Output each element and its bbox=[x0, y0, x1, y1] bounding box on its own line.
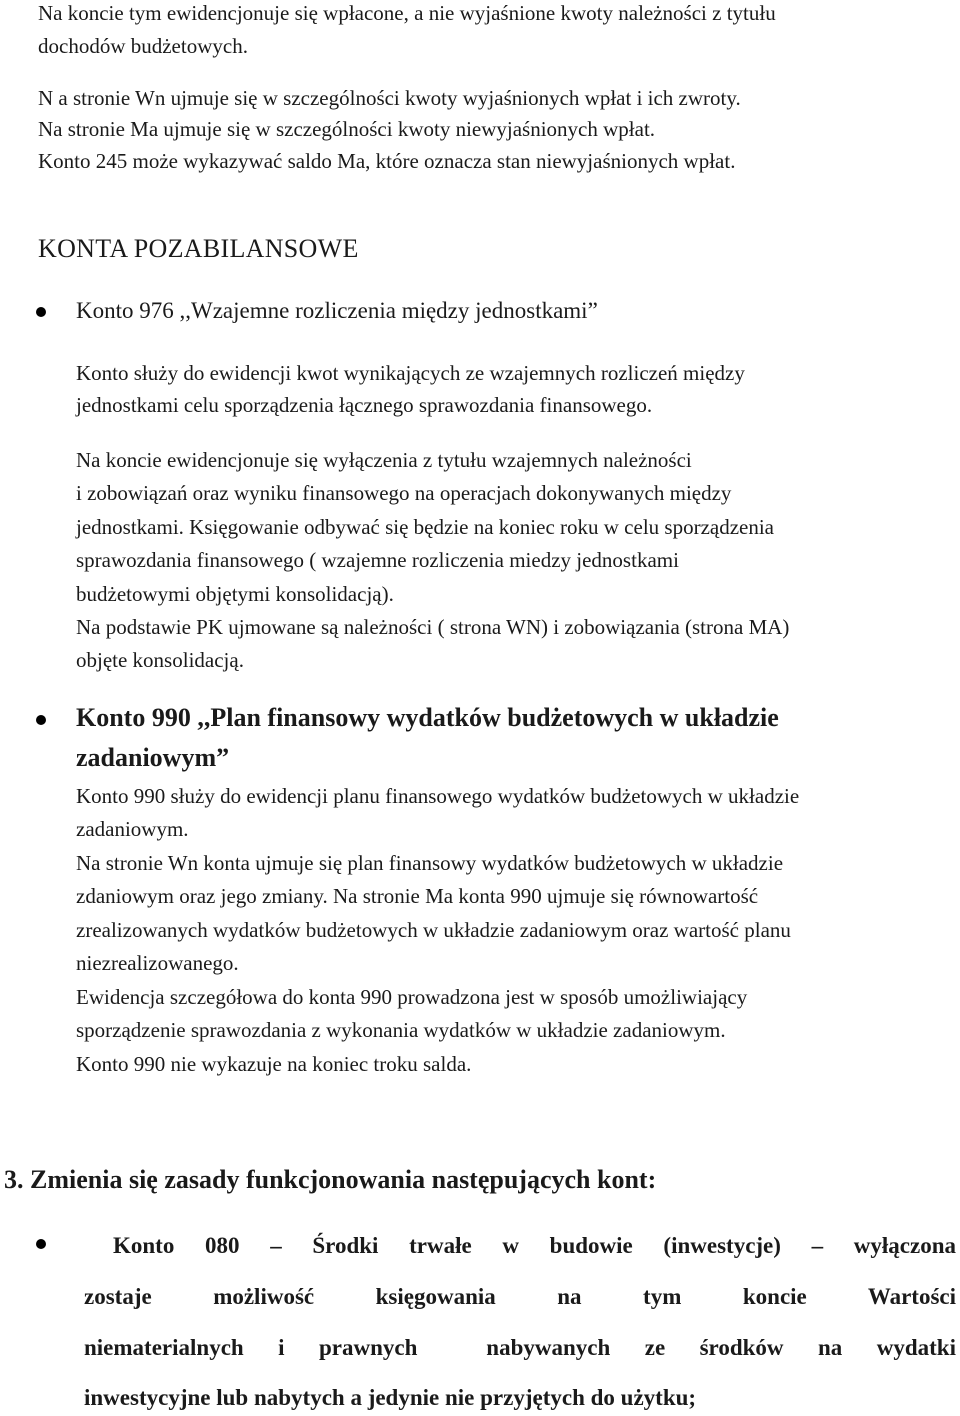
bullet-konto-976 bbox=[36, 307, 46, 317]
konto-990-line-7: Ewidencja szczegółowa do konta 990 prowadzona jest w sposób umożliwiający bbox=[76, 985, 748, 1009]
intro-line-1: Na koncie tym ewidencjonuje się wpłacone, a nie wyjaśnione kwoty należności z tytułu bbox=[38, 1, 776, 25]
konto-976-title: Konto 976 ,,Wzajemne rozliczenia między jednostkami” bbox=[76, 298, 598, 323]
konto-976-p2-line-1: Na koncie ewidencjonuje się wyłączenia z tytułu wzajemnych należności bbox=[76, 448, 692, 472]
konto-976-p2-line-5: budżetowymi objętymi konsolidacją). bbox=[76, 582, 394, 606]
konto-990-line-1: Konto 990 służy do ewidencji planu finansowego wydatków budżetowych w układzie bbox=[76, 784, 800, 808]
intro-line-3: N a stronie Wn ujmuje się w szczególności kwoty wyjaśnionych wpłat i ich zwroty. bbox=[38, 86, 741, 110]
section-heading-pozabilansowe: KONTA POZABILANSOWE bbox=[38, 234, 359, 263]
konto-990-line-2: zadaniowym. bbox=[76, 817, 189, 841]
bullet-konto-990 bbox=[36, 715, 46, 725]
konto-976-p2-line-3: jednostkami. Księgowanie odbywać się będzie na koniec roku w celu sporządzenia bbox=[76, 515, 775, 539]
bullet-konto-080 bbox=[36, 1239, 46, 1249]
konto-976-p1-line-2: jednostkami celu sporządzenia łącznego sprawozdania finansowego. bbox=[76, 393, 653, 417]
konto-990-line-9: Konto 990 nie wykazuje na koniec troku salda. bbox=[76, 1052, 472, 1076]
konto-990-title-line-2: zadaniowym” bbox=[76, 743, 230, 772]
konto-976-p2-line-2: i zobowiązań oraz wyniku finansowego na operacjach dokonywanych między bbox=[76, 481, 732, 505]
konto-976-p2-line-7: objęte konsolidacją. bbox=[76, 648, 244, 672]
konto-990-title-line-1: Konto 990 ,,Plan finansowy wydatków budżetowych w układzie bbox=[76, 703, 779, 732]
konto-976-p2-line-6: Na podstawie PK ujmowane są należności ( strona WN) i zobowiązania (strona MA) bbox=[76, 615, 790, 639]
konto-080-line-3: niematerialnych i prawnych nabywanych ze środków na wydatki bbox=[84, 1335, 956, 1360]
konto-990-line-8: sporządzenie sprawozdania z wykonania wydatków w układzie zadaniowym. bbox=[76, 1018, 726, 1042]
konto-976-p2-line-4: sprawozdania finansowego ( wzajemne rozliczenia miedzy jednostkami bbox=[76, 548, 679, 572]
konto-990-line-5: zrealizowanych wydatków budżetowych w układzie zadaniowym oraz wartość planu bbox=[76, 918, 791, 942]
section-3-heading: 3. Zmienia się zasady funkcjonowania następujących kont: bbox=[4, 1165, 657, 1194]
intro-line-5: Konto 245 może wykazywać saldo Ma, które oznacza stan niewyjaśnionych wpłat. bbox=[38, 149, 736, 173]
konto-990-line-3: Na stronie Wn konta ujmuje się plan finansowy wydatków budżetowych w układzie bbox=[76, 851, 784, 875]
konto-990-line-4: zdaniowym oraz jego zmiany. Na stronie Ma konta 990 ujmuje się równowartość bbox=[76, 884, 759, 908]
intro-line-4: Na stronie Ma ujmuje się w szczególności kwoty niewyjaśnionych wpłat. bbox=[38, 117, 656, 141]
konto-080-line-1: Konto 080 – Środki trwałe w budowie (inwestycje) – wyłączona bbox=[113, 1233, 956, 1258]
konto-080-line-4: inwestycyjne lub nabytych a jedynie nie przyjętych do użytku; bbox=[84, 1385, 697, 1410]
konto-976-p1-line-1: Konto służy do ewidencji kwot wynikających ze wzajemnych rozliczeń między bbox=[76, 361, 745, 385]
konto-080-line-2: zostaje możliwość księgowania na tym koncie Wartości bbox=[84, 1284, 956, 1309]
konto-990-line-6: niezrealizowanego. bbox=[76, 951, 239, 975]
intro-line-2: dochodów budżetowych. bbox=[38, 34, 248, 58]
